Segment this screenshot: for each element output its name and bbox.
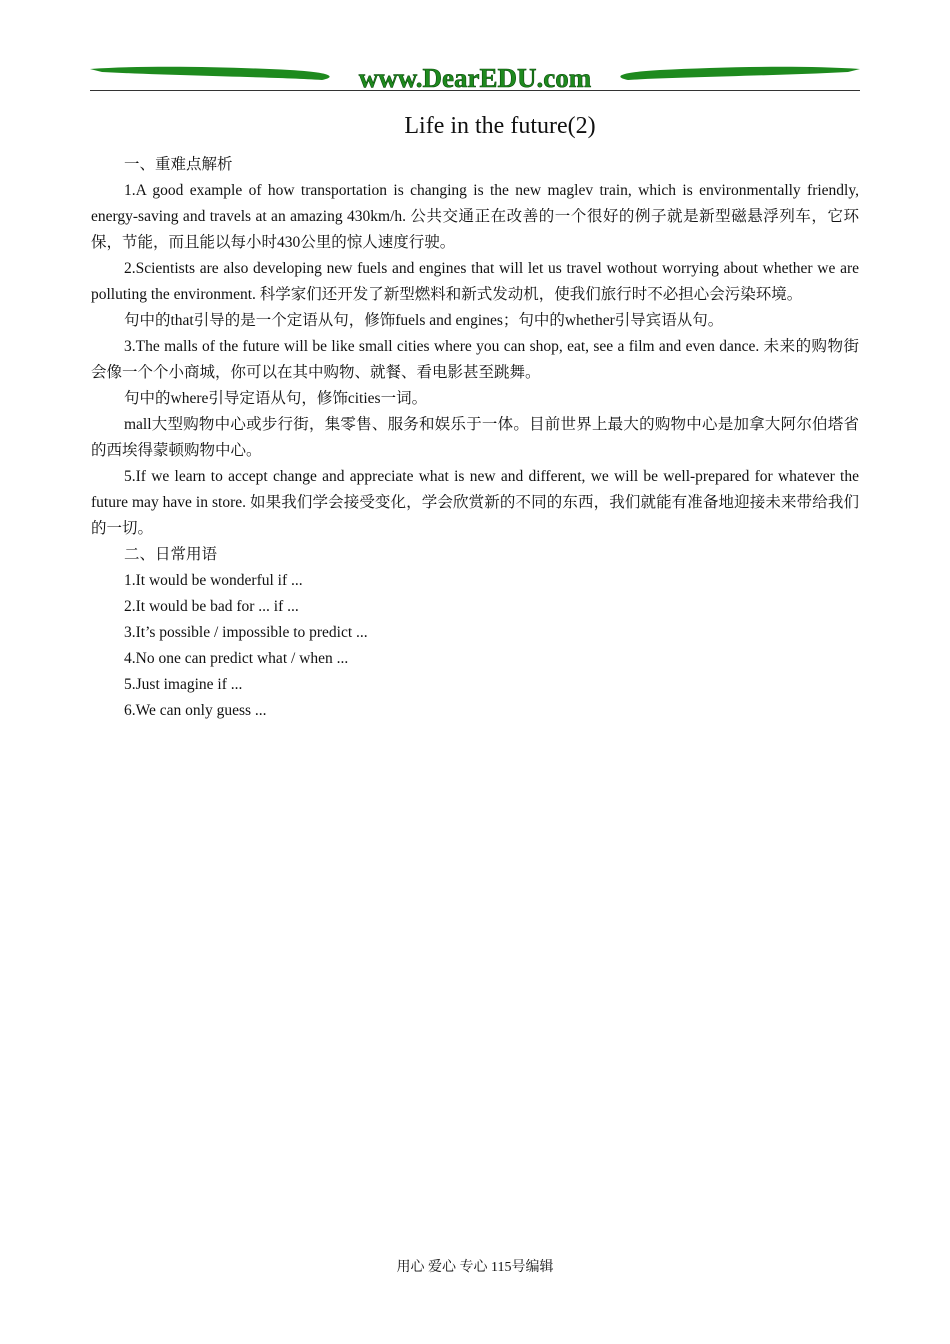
paragraph: 句中的where引导定语从句，修饰cities一词。: [124, 390, 428, 407]
list-item: 6.We can only guess ...: [124, 702, 267, 719]
header-logo: [90, 60, 860, 94]
page-title: Life in the future(2): [404, 113, 596, 139]
list-item: 3.It’s possible / impossible to predict ...: [124, 624, 368, 641]
site-header: [90, 60, 860, 94]
paragraph: 5.If we learn to accept change and appreciate what is new and different, we will be well-prepared for whatever the future may have in store. 如果我们学会接受变化，学会欣赏新的不同的东西，我们就能有准备地迎接未来带给我们的一切。: [91, 468, 859, 537]
list-item: 1.It would be wonderful if ...: [124, 572, 303, 589]
page-footer: 用心 爱心 专心 115号编辑: [396, 1260, 554, 1275]
paragraph: 2.Scientists are also developing new fuels and engines that will let us travel wothout worrying about whether we are polluting the environment. 科学家们还开发了新型燃料和新式发动机，使我们旅行时不必担心会污染环境。: [91, 260, 859, 303]
header-divider: [90, 90, 860, 91]
list-item: 2.It would be bad for ... if ...: [124, 598, 299, 615]
paragraph: 1.A good example of how transportation is changing is the new maglev train, which is environmentally friendly, energy-saving and travels at an amazing 430km/h. 公共交通正在改善的一个很好的例子就是新型磁悬浮列车，它环保，节能，而且能以每小时430公里的惊人速度行驶。: [91, 182, 859, 251]
document-body: [91, 152, 859, 724]
logo-text: www.DearEDU.com: [358, 63, 592, 93]
section-heading: 一、重难点解析: [124, 156, 233, 173]
paragraph: mall大型购物中心或步行街，集零售、服务和娱乐于一体。目前世界上最大的购物中心是加拿大阿尔伯塔省的西埃得蒙顿购物中心。: [91, 416, 859, 459]
list-item: 5.Just imagine if ...: [124, 676, 243, 693]
list-item: 4.No one can predict what / when ...: [124, 650, 349, 667]
paragraph: 句中的that引导的是一个定语从句，修饰fuels and engines；句中的whether引导宾语从句。: [124, 312, 724, 329]
right-leaf-swoosh: [620, 67, 860, 80]
left-leaf-swoosh: [90, 67, 330, 80]
section-heading: 二、日常用语: [124, 546, 218, 563]
paragraph: 3.The malls of the future will be like small cities where you can shop, eat, see a film and even dance. 未来的购物街会像一个个小商城，你可以在其中购物、就餐、看电影甚至跳舞。: [91, 338, 859, 381]
